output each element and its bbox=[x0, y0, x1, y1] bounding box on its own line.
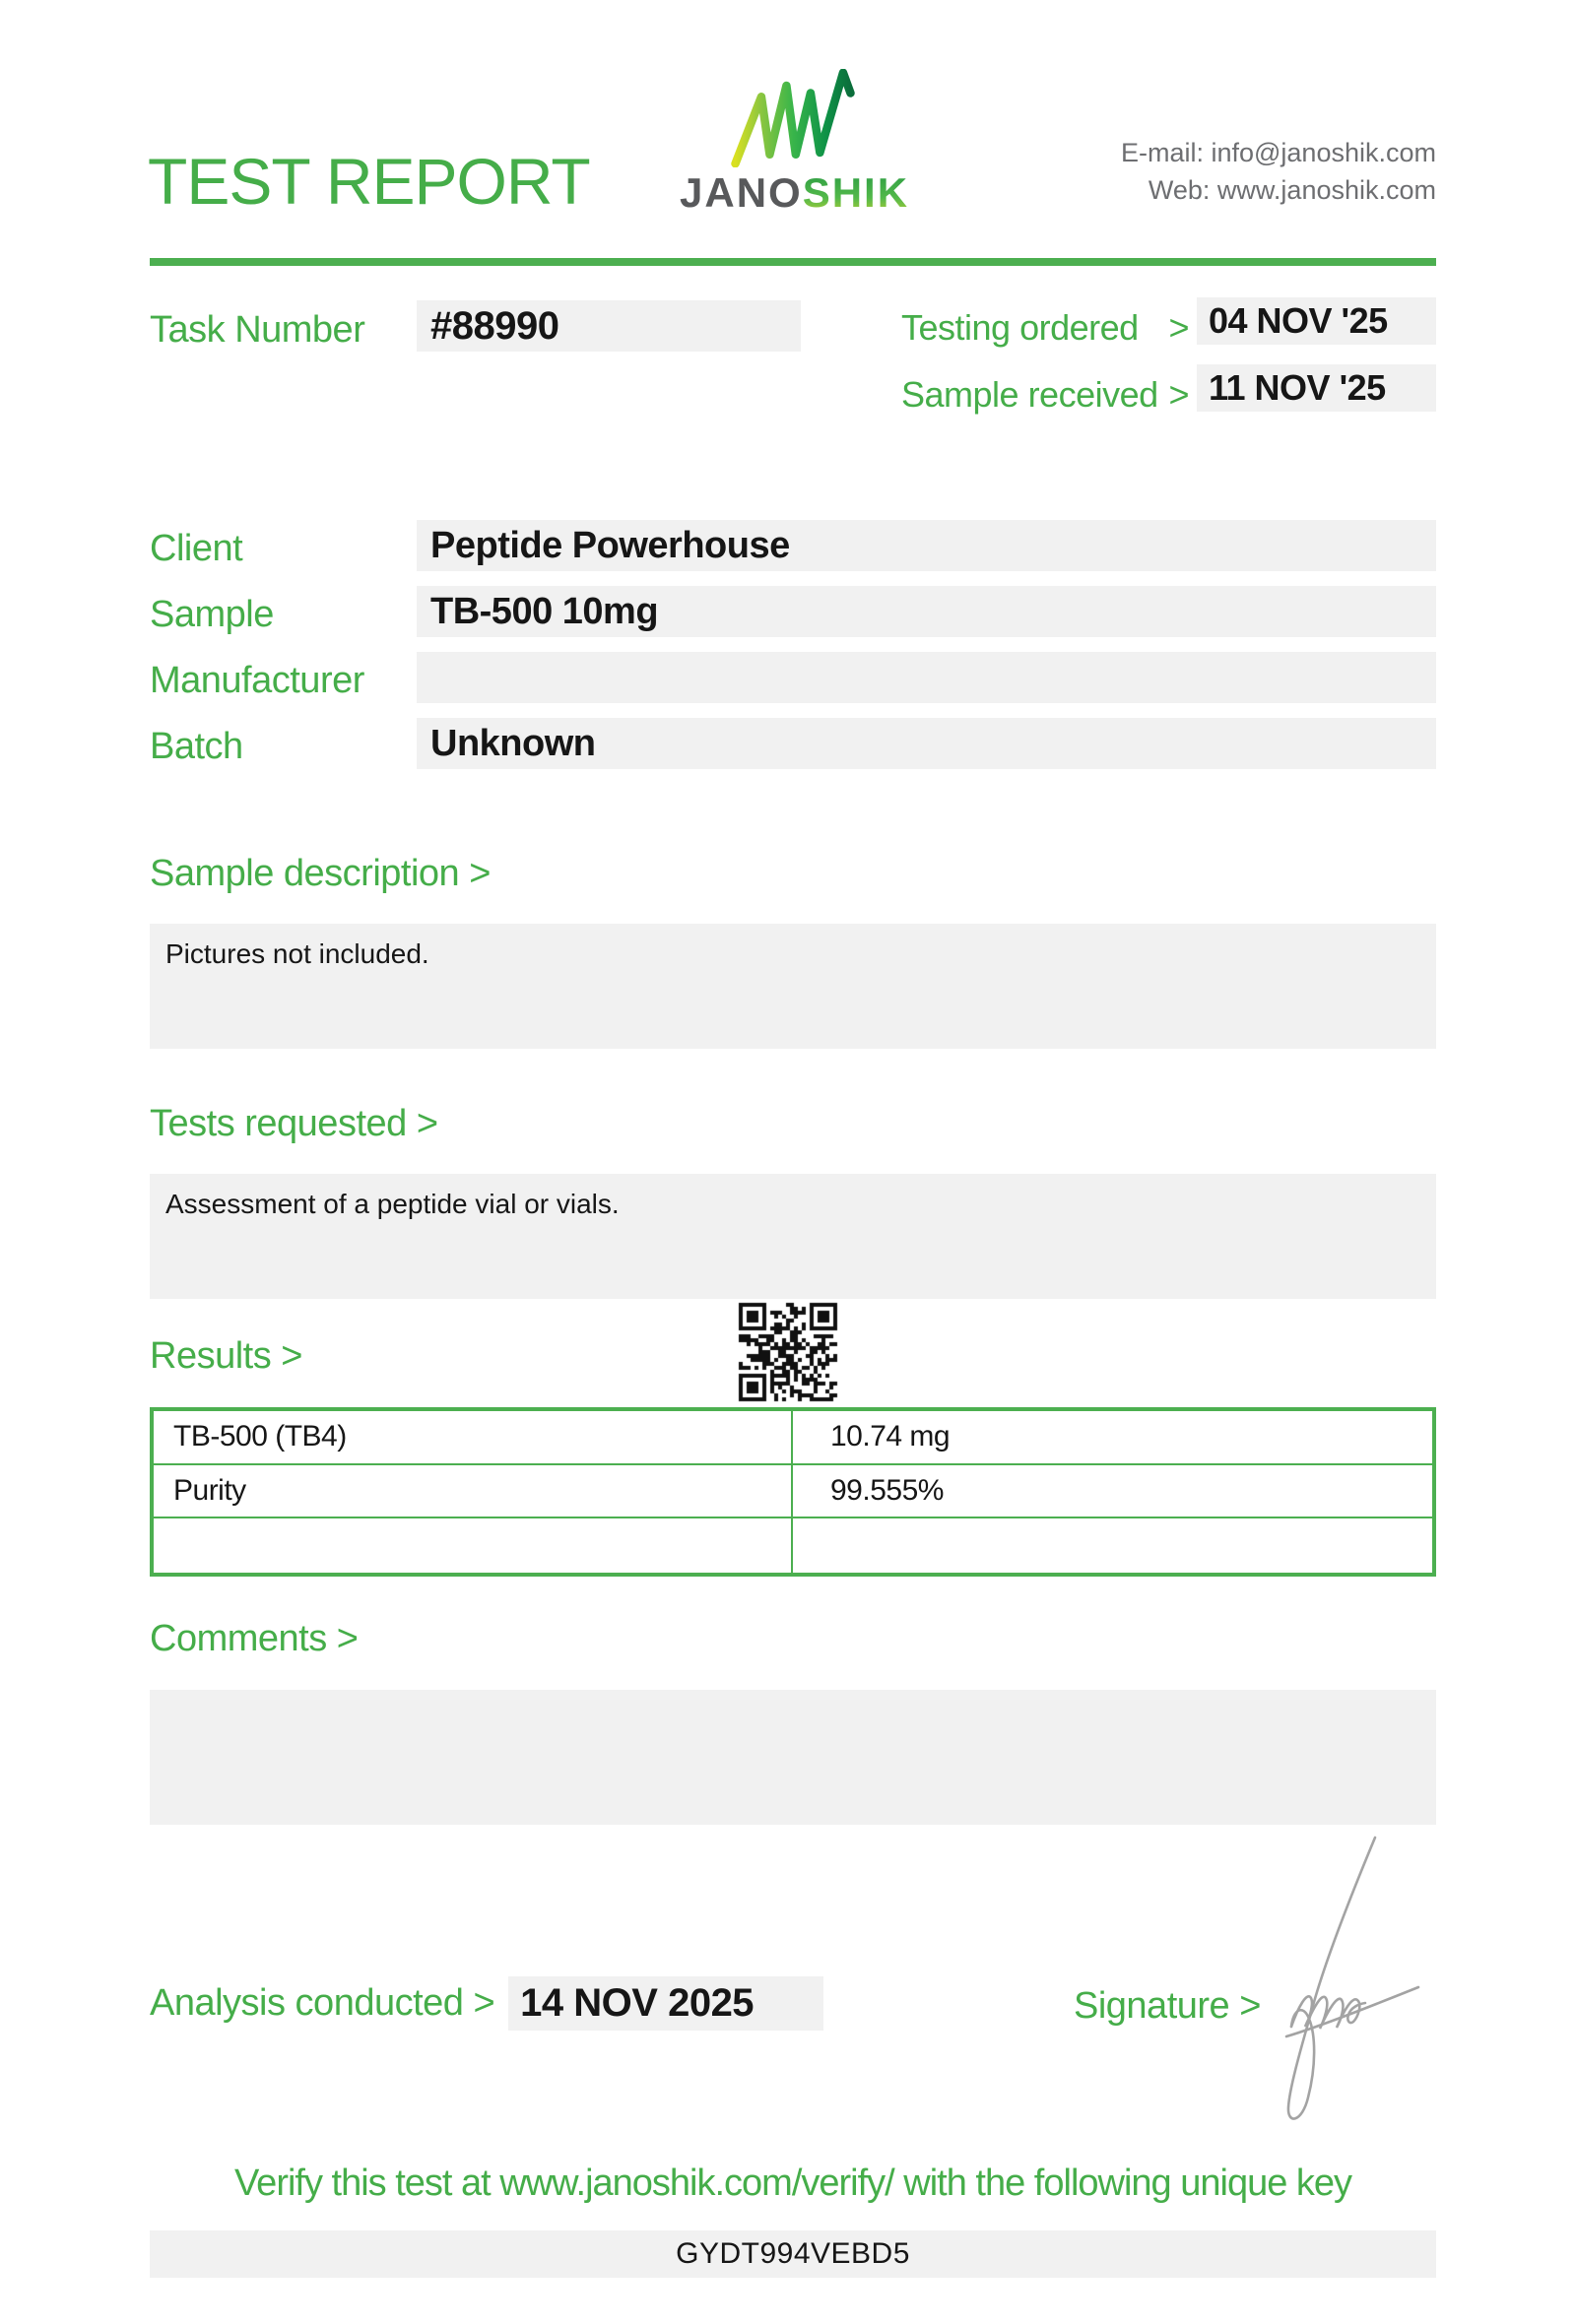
tests-requested-text: Assessment of a peptide vial or vials. bbox=[165, 1189, 620, 1219]
contact-email: E-mail: info@janoshik.com bbox=[1120, 138, 1436, 167]
logo-wordmark bbox=[680, 169, 910, 217]
contact-block bbox=[1121, 134, 1436, 209]
result-row-value bbox=[793, 1518, 1432, 1573]
verify-key-value: GYDT994VEBD5 bbox=[150, 2230, 1436, 2278]
result-row-name bbox=[154, 1518, 793, 1573]
manufacturer-label: Manufacturer bbox=[150, 660, 364, 701]
results-heading: Results > bbox=[150, 1335, 302, 1377]
task-number-label: Task Number bbox=[150, 309, 365, 351]
testing-ordered-value: 04 NOV '25 bbox=[1197, 297, 1436, 345]
client-label: Client bbox=[150, 528, 243, 569]
results-table bbox=[150, 1407, 1436, 1577]
result-row-value: 10.74 mg bbox=[793, 1411, 1432, 1465]
sample-description-heading: Sample description > bbox=[150, 853, 491, 894]
verify-instruction: Verify this test at www.janoshik.com/verify/ with the following unique key bbox=[233, 2163, 1352, 2204]
comments-heading: Comments > bbox=[150, 1618, 359, 1659]
sample-description-text: Pictures not included. bbox=[165, 938, 429, 969]
analysis-row bbox=[150, 1976, 823, 2031]
result-row-value: 99.555% bbox=[793, 1465, 1432, 1519]
batch-label: Batch bbox=[150, 726, 243, 767]
analysis-conducted-label: Analysis conducted > bbox=[150, 1982, 495, 2024]
arrow-glyph: > bbox=[1168, 374, 1189, 415]
tests-requested-box bbox=[150, 1174, 1436, 1299]
logo-jano: JANO bbox=[680, 169, 803, 216]
contact-web: Web: www.janoshik.com bbox=[1148, 175, 1436, 205]
tests-requested-heading: Tests requested > bbox=[150, 1103, 438, 1144]
manufacturer-value bbox=[417, 652, 1436, 703]
header-divider bbox=[150, 258, 1436, 266]
sample-label: Sample bbox=[150, 594, 274, 635]
arrow-glyph: > bbox=[1168, 307, 1189, 348]
sample-received-label: Sample received bbox=[901, 374, 1158, 415]
sample-received-row bbox=[901, 374, 1189, 416]
result-row-name: Purity bbox=[154, 1465, 793, 1519]
result-row-name: TB-500 (TB4) bbox=[154, 1411, 793, 1465]
sample-received-value: 11 NOV '25 bbox=[1197, 364, 1436, 412]
task-number-value: #88990 bbox=[417, 300, 801, 352]
testing-ordered-label: Testing ordered bbox=[901, 307, 1139, 348]
comments-box bbox=[150, 1690, 1436, 1825]
batch-value: Unknown bbox=[417, 718, 1436, 769]
signature-label: Signature > bbox=[1074, 1985, 1261, 2027]
page-title: TEST REPORT bbox=[148, 145, 590, 218]
testing-ordered-row bbox=[901, 307, 1189, 349]
janoshik-logo bbox=[680, 69, 910, 217]
trending-chart-icon bbox=[719, 69, 867, 167]
sample-value: TB-500 10mg bbox=[417, 586, 1436, 637]
sample-description-box bbox=[150, 924, 1436, 1049]
client-value: Peptide Powerhouse bbox=[417, 520, 1436, 571]
signature-image bbox=[1259, 1834, 1431, 2134]
logo-shik: SHIK bbox=[802, 169, 910, 216]
analysis-date-value: 14 NOV 2025 bbox=[508, 1976, 823, 2031]
qr-code bbox=[737, 1301, 839, 1403]
